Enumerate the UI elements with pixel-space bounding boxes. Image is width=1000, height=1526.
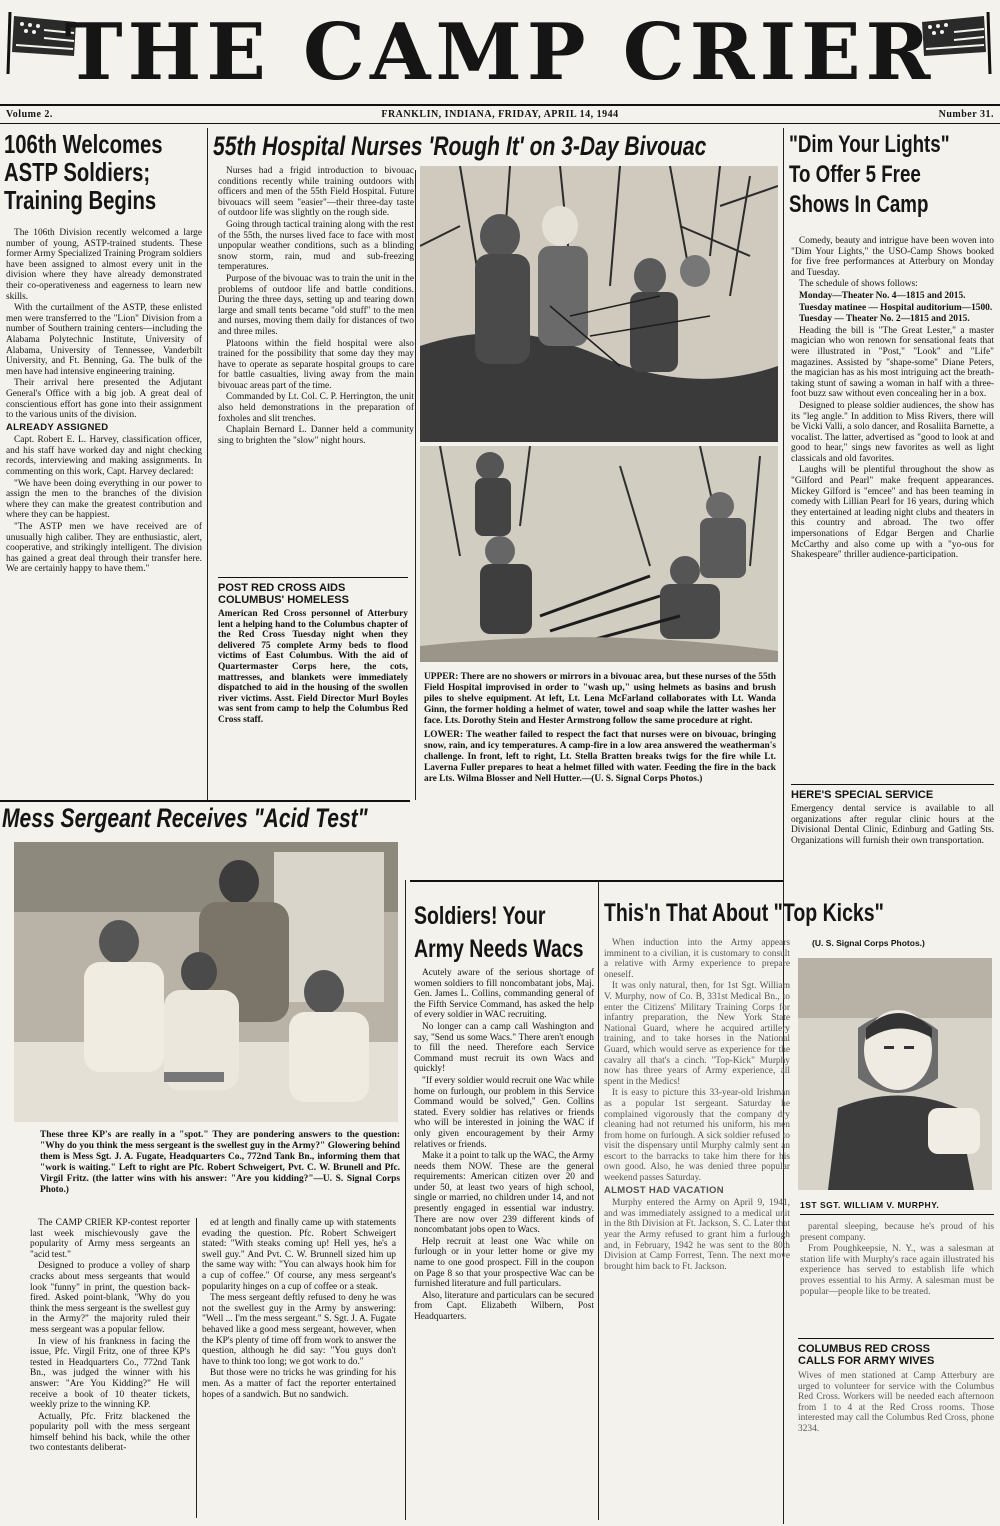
kicks-article-col2: parental sleeping, because he's proud of his present company. From Poughkeepsie, N. Y., was a salesman at station life with Murphy's race again illustrated his experience has served to establish life which proves essential to his Army. A salesman must be popular—people like to be treated. — [800, 1222, 994, 1297]
lights-headline: "Dim Your Lights" To Offer 5 Free Shows In Camp — [789, 131, 950, 218]
dental-box — [791, 784, 994, 846]
kicks-subhead: ALMOST HAD VACATION — [604, 1184, 724, 1196]
issue-number: Number 31. — [938, 109, 994, 120]
lights-article: Comedy, beauty and intrigue have been woven into "Dim Your Lights," the USO-Camp Shows booked for five free performances at Atterbury on Monday and Tuesday. The schedule of shows follows: Monday—Theater No. 4—1815 and 2015. Tuesday matinee — Hospital auditorium—1500. Tuesday — Theater No. 2—1815 and 2015. Heading the bill is "The Great Lester," a master magician who won renown for sensational feats that were illustrated in "Post," "Look" and "Life" magazines. Assisted by "shape-some" Diane Peters, the magician has as his most intriguing act the breath-taking stunt of sawing a woman in half with a three-foot buzz saw without even concealing her in a box. Designed to please soldier audiences, the show has its "leg angle." In addition to Miss Rivers, there will be Vicki Valli, a solo dancer, and Rosaliita Barnette, a vocalist. The latter, advertised as "good to look at and good to hear," sings new favorites as well as light classicals and old favorites. Laughs will be plentiful throughout the show as "Gilford and Pearl" make frequent appearances. Mickey Gilford is "emcee" and has been teaming in comedy with Lillian Pearl for 16 years, during which they entertained at leading night clubs and theaters in this country and abroad. The two offer impersonations of Edgar Bergen and Charlie McCarthy and also come up with a "yo-ous for Shakespeare" thriller audience-participation. — [791, 236, 994, 561]
kicks-headline: This'n That About "Top Kicks" — [604, 899, 884, 927]
murphy-photo — [798, 958, 992, 1190]
redcross-headline-2: COLUMBUS' HOMELESS — [218, 594, 349, 606]
section-rule — [410, 880, 783, 882]
astp-subhead: ALREADY ASSIGNED — [6, 421, 109, 433]
masthead-rule-bottom — [0, 123, 1000, 124]
section-rule — [0, 800, 410, 802]
nurses-headline: 55th Hospital Nurses 'Rough It' on 3-Day Bivouac — [213, 131, 707, 161]
redcross-headline: POST RED CROSS AIDS — [218, 582, 346, 594]
wives-body: Wives of men stationed at Camp Atterbury are urged to volunteer for service with the Columbus Red Cross. Workers will be needed each afternoon from 1 to 4 at the Red Cross rooms. Those interested may call the Columbus Red Cross, phone 3234. — [798, 1371, 994, 1434]
wives-box — [798, 1338, 994, 1435]
column-rule — [415, 170, 416, 800]
mess-photo — [14, 842, 398, 1122]
nurses-photo-upper — [420, 166, 778, 442]
dateline: FRANKLIN, INDIANA, FRIDAY, APRIL 14, 1944 — [381, 109, 619, 120]
masthead-rule-top — [0, 104, 1000, 106]
murphy-photo-caption: 1ST SGT. WILLIAM V. MURPHY. — [800, 1200, 940, 1210]
newspaper-title: THE CAMP CRIER — [64, 7, 936, 98]
kicks-credit: (U. S. Signal Corps Photos.) — [812, 938, 925, 948]
nurses-caption: UPPER: There are no showers or mirrors in a bivouac area, but these nurses of the 55th Field Hospital improvised in order to "wash up," using helmets as basins and brush piles to shelve equipment. At left, Lt. Lena McFarland collaborates with Lt. Wanda Ginn, the former holding a helmet of water, towel and soap while the latter washes her face. Lts. Dorothy Stein and Hester Armstrong follow the same procedure at right. LOWER: The weather failed to respect the fact that nurses were on bivouac, bringing snow, rain, and icy temperatures. A camp-fire in a low area answered the weatherman's challenge. In front, left to right, Lt. Stella Bratten breaks twigs for the fire while Lt. Laverna Fuller prepares to heat a helmet filled with water. Feeding the fire in the back are Lts. Wilma Blosser and Nell Hutter.—(U. S. Signal Corps Photos.) — [424, 672, 776, 784]
mess-headline: Mess Sergeant Receives "Acid Test" — [2, 803, 368, 833]
mess-caption: These three KP's are really in a "spot." They are pondering answers to the question: "Why do you think the mess sergeant is the swellest guy in the Army?" Glowering behind them is Mess Sgt. J. A. Fugate, Headquarters Co., 772nd Tank Bn., informing them that "work is waiting." Left to right are Pfc. Robert Schweigert, Pvt. C. W. Brunell and Pfc. Virgil Fritz. (the latter wins with his answer: "Are you kidding?"—U. S. Signal Corps Photo.) — [40, 1130, 400, 1195]
dental-headline: HERE'S SPECIAL SERVICE — [791, 789, 934, 801]
redcross-body: American Red Cross personnel of Atterbury lent a helping hand to the Columbus chapter of the Red Cross Tuesday night when they delivered 75 complete Army beds to flood victims of East Columbus. With the aid of Quartermaster Corps here, the cots, mattresses, and blankets were immediately dispatched to aid in the housing of the swollen river victims. Asst. Field Director Murl Boyles was sent from camp to help the Columbus Red Cross staff. — [218, 609, 408, 725]
astp-article: The 106th Division recently welcomed a large number of young, ASTP-trained students. These former Army Specialized Training Program soldiers have been assigned to almost every unit in the division where they have already demonstrated their co-operativeness and eagerness to learn new skills. With the curtailment of the ASTP, these enlisted men were transferred to the "Lion" Division from a number of Southern training centers—including the Alabama Polytechnic Institute, University of Alabama, University of Tennessee, Vanderbilt University, and Ft. Benning, Ga. The bulk of the men have had intensive engineering training. Their arrival here presented the Adjutant General's Office with a big job. A great deal of conscientious effort has gone into their assignment to the various units of the division. ALREADY ASSIGNED Capt. Robert E. L. Harvey, classification officer, and his staff have worked day and night checking records, interviewing and making assignments. In commenting on this work, Capt. Harvey declared: "We have been doing everything in our power to assign the men to the branches of the division where they can make the greatest contribution and where they can be happiest. "The ASTP men we have received are of unusually high caliber. They are enthusiastic, alert, cooperative, and strikingly intelligent. The division has gained a great deal through their transfer here. We are certainly happy to have them." — [6, 228, 202, 575]
wives-headline: COLUMBUS RED CROSS — [798, 1343, 931, 1355]
nurses-article: Nurses had a frigid introduction to bivouac conditions recently while training outdoors with officers and men of the 55th Field Hospital. Future bivouacs will seem "easier"—their three-day taste of outdoor life was slightly on the rough side. Going through tactical training along with the rest of the 55th, the nurses lived face to face with most unpopular weather conditions, such as a blinding snow storm, rain, mud and sub-freezing temperatures. Purpose of the bivouac was to train the unit in the problems of outdoor life and battle conditions. During the three days, setting up and tearing down large and small tents became "old stuff" to the men and nurses, moving them daily for distances of two and three miles. Platoons within the field hospital were also trained for the possibility that some day they may have to operate as separate hospital groups to care for battle casualties, living away from the main bivouac areas part of the time. Commanded by Lt. Col. C. P. Herrington, the unit also held demonstrations in the preparation of foxholes and slit trenches. Chaplain Bernard L. Danner held a community sing to brighten the "slow" night hours. — [218, 166, 414, 446]
nurses-photo-lower — [420, 446, 778, 662]
column-rule — [783, 128, 784, 1524]
wives-headline-2: CALLS FOR ARMY WIVES — [798, 1355, 935, 1367]
volume-label: Volume 2. — [6, 109, 53, 120]
kicks-article: When induction into the Army appears imminent to a civilian, it is customary to consult a relative with Army experience to prepare oneself. It was only natural, then, for 1st Sgt. William V. Murphy, now of Co. B, 331st Medical Bn., to enter the Citizens' Military Training Corps for infantry preparation, the New York State National Guard, where he acquired artillery training, and to take horses in the National Guard, which would serve as experience for the cavalry all that's a cinch. "Top-Kick" Murphy now has three years of Army experience, all spent in the Medics! It is easy to picture this 33-year-old Irishman as a popular 1st sergeant. Saturday he complained vigorously that the company dry cleaning had not returned his uniform, his men from home on furlough. A sick soldier refused to visit the dispensary until Murphy calmly sent an escort to the barracks to take him there for his own good. Also, he was denied three popular weekend passes Saturday. ALMOST HAD VACATION Murphy entered the Army on April 9, 1941, and was immediately assigned to a medical unit in the 8th Division at Ft. Jackson, S. C. Later that year the Army refused to grant him a furlough and, in February, 1942 he was sent to the 80th Division at Camp Forrest, Tenn. The next move brought him back to Ft. Jackson. — [604, 938, 790, 1272]
column-rule — [196, 1218, 197, 1518]
wacs-article: Acutely aware of the serious shortage of women soldiers to fill noncombatant jobs, Maj. Gen. James L. Collins, commanding general of the Fifth Service Command, has asked the help of every soldier in WAC recruiting. No longer can a camp call Washington and say, "Send us some Wacs." There aren't enough to fill the need. Therefore each Service Command must recruit its own Wacs and quickly! "If every soldier would recruit one Wac while home on furlough, our problem in this Service Command would be solved," Gen. Collins stated. Every soldier has relatives or friends who will be interested in joining the WAC if only given encouragement by their Army relatives or friends. Make it a point to talk up the WAC, the Army needs them NOW. These are the general requirements: American citizen over 20 and under 50, at least two years of high school, single or married, no children under 14, and not presently engaged in essential war industry. There are now over 239 different kinds of noncombatant jobs open to Wacs. Help recruit at least one Wac while on furlough or in your letter home or give my name to one good prospect. Fill in the coupon on Page 8 so that your prospective Wac can be furnished literature and full particulars. Also, literature and particulars can be secured from Capt. Elizabeth Wilbern, Post Headquarters. — [414, 968, 594, 1322]
column-rule — [405, 880, 406, 1520]
wacs-headline: Soldiers! Your Army Needs Wacs — [414, 902, 584, 963]
section-rule — [800, 1214, 994, 1215]
mess-article-col2: ed at length and finally came up with statements evading the question. Pfc. Robert Schweigert stated: "With steaks coming up! Hell yes, he's a swell guy." And Pvt. C. W. Brunnell sized him up the same way with: "You can always hook him for a cup of coffee." Of course, any mess sergeant's popularity hinges on a cup of coffee or a steak. The mess sergeant deftly refused to deny he was not the swellest guy in the Army by answering: "Well ... I'm the mess sergeant." S. Sgt. J. A. Fugate behaved like a good mess sergeant, however, when the KP's plenty of time off from work to answer the question, although he did say: "You guys don't have to think too long; we got work to do." But those were no tricks he was grinding for his men. As a matter of fact the reporter entertained hopes of a sandwich. But no sandwich. — [202, 1218, 396, 1400]
column-rule — [207, 128, 208, 800]
redcross-box — [218, 577, 408, 726]
astp-headline: 106th Welcomes ASTP Soldiers; Training Begins — [4, 129, 163, 216]
column-rule — [598, 880, 599, 1520]
mess-article-col1: The CAMP CRIER KP-contest reporter last week mischievously gave the popularity of Army mess sergeants an "acid test." Designed to produce a volley of sharp cracks about mess sergeants that would look "funny" in print, the question back-fired. Asked point-blank, "Why do you think the mess sergeant is the swellest guy in the Army?" the majority ruled their mess sergeant was a popular fellow. In view of his frankness in facing the issue, Pfc. Virgil Fritz, one of three KP's tested in Headquarters Co., 772nd Tank Bn., was judged the winner with his answer: "Are You Kidding?" He will receive a book of 10 theater tickets, weekly prize to the winning KP. Actually, Pfc. Fritz blackened the popularity poll with the mess sergeant himself behind his back, while the other two contestants deliberat- — [30, 1218, 190, 1454]
dental-body: Emergency dental service is available to all organizations after regular clinic hours at the Divisional Dental Clinic, Edinburg and Gatling Sts. Organizations will furnish their own transportation. — [791, 804, 994, 846]
